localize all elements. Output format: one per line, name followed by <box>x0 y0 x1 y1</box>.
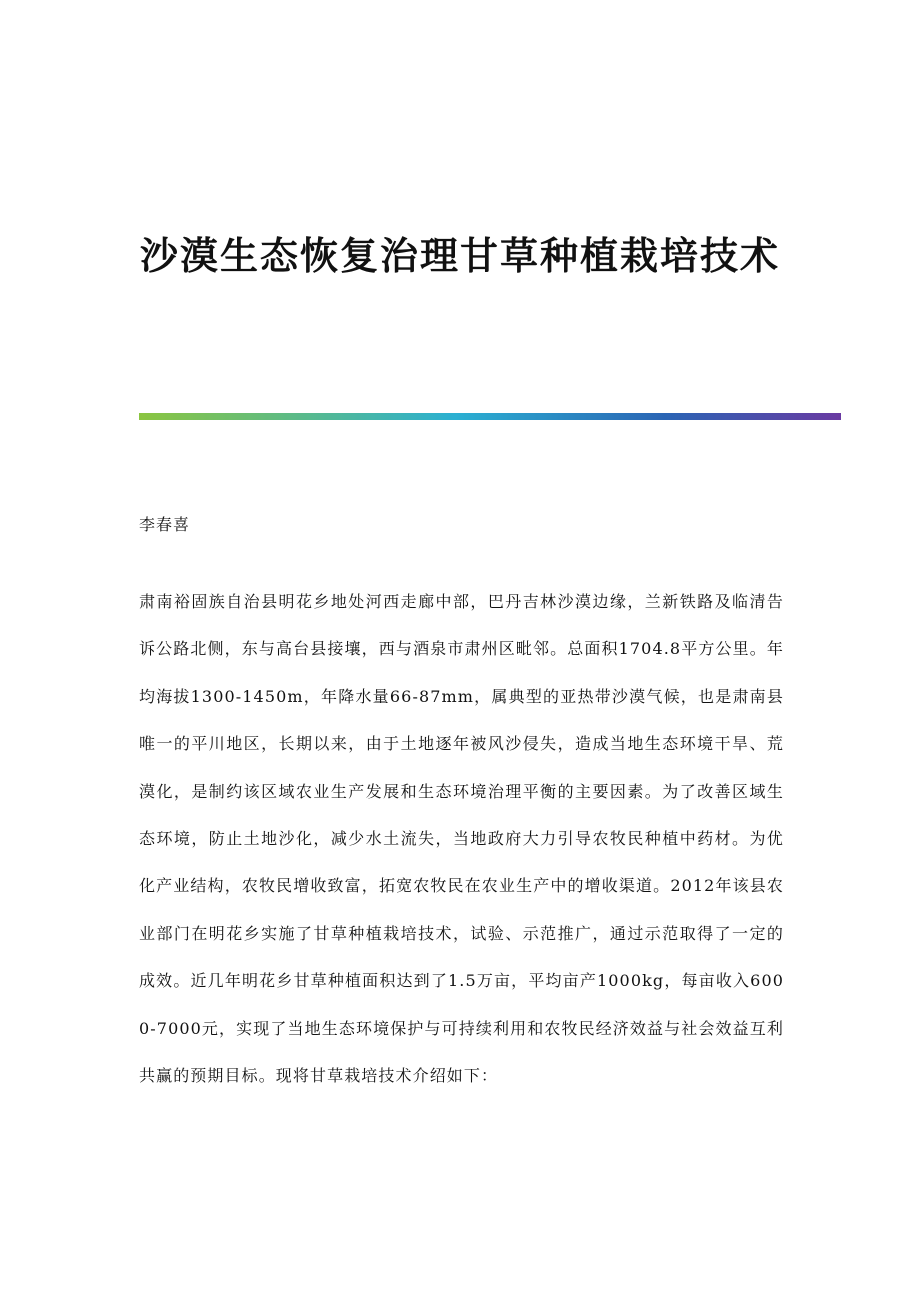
title-divider <box>139 413 841 420</box>
body-paragraph: 肃南裕固族自治县明花乡地处河西走廊中部，巴丹吉林沙漠边缘，兰新铁路及临清告诉公路北侧，东与高台县接壤，西与酒泉市肃州区毗邻。总面积1704.8平方公里。年均海拔1300-1450m，年降水量66-87mm，属典型的亚热带沙漠气候，也是肃南县唯一的平川地区，长期以来，由于土地逐年被风沙侵失，造成当地生态环境干旱、荒漠化，是制约该区域农业生产发展和生态环境治理平衡的主要因素。为了改善区域生态环境，防止土地沙化，减少水土流失，当地政府大力引导农牧民种植中药材。为优化产业结构，农牧民增收致富，拓宽农牧民在农业生产中的增收渠道。2012年该县农业部门在明花乡实施了甘草种植栽培技术，试验、示范推广，通过示范取得了一定的成效。近几年明花乡甘草种植面积达到了1.5万亩，平均亩产1000kg，每亩收入6000-7000元，实现了当地生态环境保护与可持续利用和农牧民经济效益与社会效益互利共赢的预期目标。现将甘草栽培技术介绍如下： <box>139 592 784 1086</box>
author-name: 李春喜 <box>139 515 191 534</box>
document-title: 沙漠生态恢复治理甘草种植栽培技术 <box>139 233 780 278</box>
